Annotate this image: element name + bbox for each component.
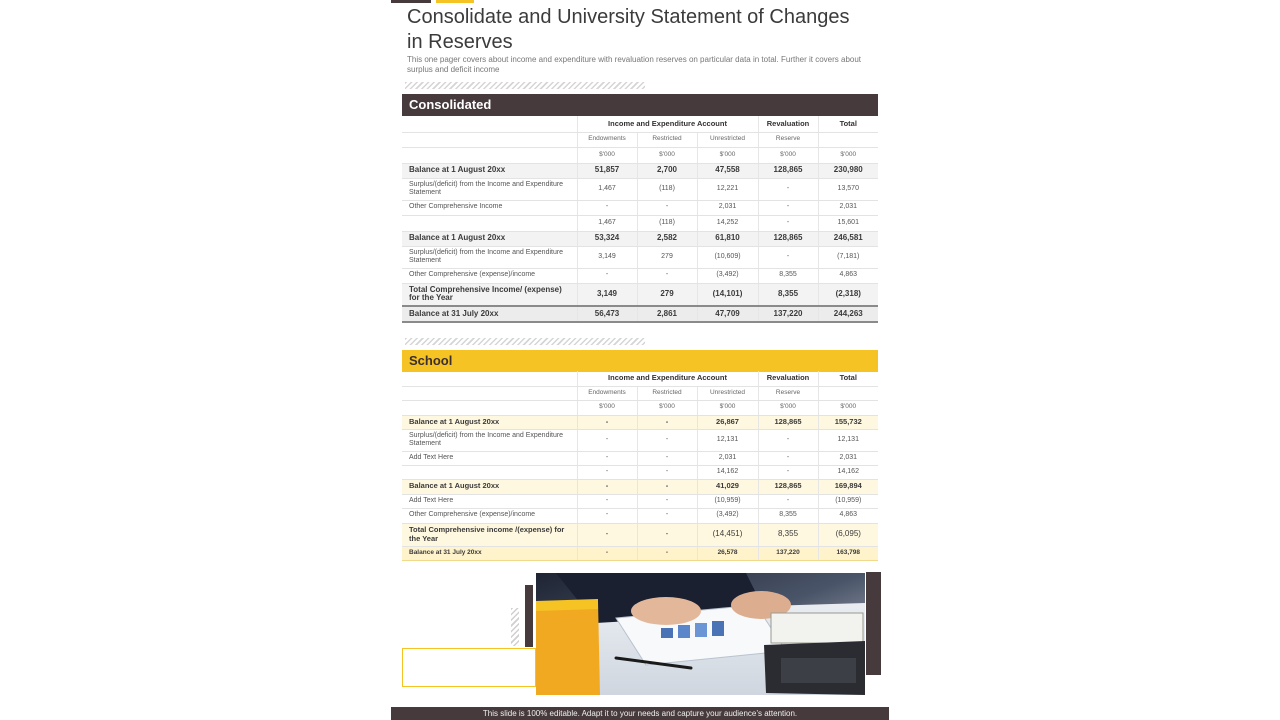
row-label: Other Comprehensive (expense)/income (402, 508, 577, 523)
tablet-bar (712, 621, 724, 636)
decor-yellow-frame (402, 648, 536, 687)
row-value: 2,031 (818, 200, 878, 215)
row-value: - (637, 546, 697, 560)
row-label: Total Comprehensive income /(expense) for the Year (402, 523, 577, 546)
decor-hatch-bar (511, 608, 519, 646)
footer-note: This slide is 100% editable. Adapt it to your needs and capture your audience’s attention. (391, 707, 889, 720)
row-value: 8,355 (758, 268, 818, 283)
business-photo (536, 573, 865, 695)
units-blank (402, 400, 577, 415)
row-label (402, 215, 577, 231)
subheader-blank (402, 386, 577, 400)
row-value: 137,220 (758, 306, 818, 322)
units-cell: $'000 (577, 147, 637, 163)
header-income-expenditure: Income and Expenditure Account (577, 371, 758, 386)
row-value: - (577, 429, 637, 451)
row-value: 2,582 (637, 231, 697, 246)
units-cell: $'000 (697, 400, 758, 415)
row-value: - (637, 451, 697, 465)
row-value: 2,031 (818, 451, 878, 465)
row-value: 61,810 (697, 231, 758, 246)
row-value: (10,959) (697, 494, 758, 508)
header-blank (402, 116, 577, 132)
row-label: Balance at 31 July 20xx (402, 306, 577, 322)
row-value: - (637, 200, 697, 215)
row-value: - (637, 429, 697, 451)
subheader-cell (818, 132, 878, 147)
table-row (402, 494, 878, 508)
consolidated-heading: Consolidated (402, 94, 878, 116)
row-value: 3,149 (577, 246, 637, 268)
row-value: - (758, 246, 818, 268)
row-value: 244,263 (818, 306, 878, 322)
coffee-cup-rim (536, 599, 598, 611)
subheader-cell: Reserve (758, 386, 818, 400)
tablet-bar (678, 625, 690, 638)
table-row (402, 246, 878, 268)
table-row (402, 178, 878, 200)
units-cell: $'000 (818, 400, 878, 415)
row-value: - (637, 415, 697, 429)
row-value: - (577, 479, 637, 494)
table-row (402, 283, 878, 306)
row-value: (14,451) (697, 523, 758, 546)
row-value: - (577, 268, 637, 283)
school-heading: School (402, 350, 878, 372)
decor-dark-side-bar (866, 572, 881, 675)
row-label: Add Text Here (402, 494, 577, 508)
row-value: (7,181) (818, 246, 878, 268)
table-units-row (402, 147, 878, 163)
row-label: Balance at 1 August 20xx (402, 415, 577, 429)
row-value: 279 (637, 283, 697, 306)
row-value: 1,467 (577, 215, 637, 231)
row-value: 128,865 (758, 415, 818, 429)
header-blank (402, 371, 577, 386)
row-label: Balance at 1 August 20xx (402, 163, 577, 178)
subheader-cell: Reserve (758, 132, 818, 147)
units-cell: $'000 (577, 400, 637, 415)
row-value: 14,252 (697, 215, 758, 231)
row-label: Surplus/(deficit) from the Income and Expenditure Statement (402, 178, 577, 200)
subheader-cell: Restricted (637, 386, 697, 400)
row-label: Surplus/(deficit) from the Income and Expenditure Statement (402, 429, 577, 451)
page-title: Consolidate and University Statement of Changes in Reserves (407, 6, 850, 53)
row-value: - (758, 429, 818, 451)
row-label: Balance at 1 August 20xx (402, 479, 577, 494)
units-cell: $'000 (697, 147, 758, 163)
row-value: 128,865 (758, 231, 818, 246)
row-value: (118) (637, 178, 697, 200)
row-value: 51,857 (577, 163, 637, 178)
row-value: (14,101) (697, 283, 758, 306)
notebook-icon (771, 613, 863, 643)
subheader-cell (818, 386, 878, 400)
row-value: - (577, 415, 637, 429)
table-units-row (402, 400, 878, 415)
row-value: - (758, 215, 818, 231)
tablet-bar (661, 628, 673, 638)
row-value: 56,473 (577, 306, 637, 322)
row-value: 246,581 (818, 231, 878, 246)
row-value: 1,467 (577, 178, 637, 200)
table-row (402, 163, 878, 178)
row-value: - (637, 465, 697, 479)
table-row (402, 268, 878, 283)
row-value: - (577, 200, 637, 215)
table-row (402, 546, 878, 560)
row-value: (2,318) (818, 283, 878, 306)
row-value: - (758, 451, 818, 465)
row-value: 12,131 (818, 429, 878, 451)
row-value: (3,492) (697, 268, 758, 283)
row-value: - (577, 523, 637, 546)
row-value: - (637, 479, 697, 494)
table-row (402, 479, 878, 494)
row-value: 8,355 (758, 283, 818, 306)
subheader-cell: Endowments (577, 132, 637, 147)
row-value: 41,029 (697, 479, 758, 494)
table-row (402, 231, 878, 246)
table-subheader-row (402, 386, 878, 400)
units-cell: $'000 (637, 147, 697, 163)
table-row (402, 465, 878, 479)
row-value: 47,558 (697, 163, 758, 178)
row-value: 2,031 (697, 451, 758, 465)
row-value: 2,031 (697, 200, 758, 215)
table-header-row (402, 371, 878, 386)
header-total: Total (818, 371, 878, 386)
header-revaluation: Revaluation (758, 116, 818, 132)
row-label: Total Comprehensive Income/ (expense) for the Year (402, 283, 577, 306)
row-value: 4,863 (818, 508, 878, 523)
row-value: 128,865 (758, 163, 818, 178)
units-cell: $'000 (758, 147, 818, 163)
row-label: Balance at 1 August 20xx (402, 231, 577, 246)
row-value: - (758, 494, 818, 508)
row-label: Other Comprehensive (expense)/income (402, 268, 577, 283)
row-value: - (637, 268, 697, 283)
units-cell: $'000 (758, 400, 818, 415)
table-row (402, 429, 878, 451)
header-total: Total (818, 116, 878, 132)
row-value: (118) (637, 215, 697, 231)
table-row (402, 415, 878, 429)
table-row (402, 508, 878, 523)
units-cell: $'000 (818, 147, 878, 163)
table-row (402, 451, 878, 465)
row-value: 137,220 (758, 546, 818, 560)
hatch-divider (405, 338, 645, 345)
row-value: 47,709 (697, 306, 758, 322)
table-row (402, 306, 878, 322)
row-label: Add Text Here (402, 451, 577, 465)
hatch-divider (405, 82, 645, 89)
row-value: 279 (637, 246, 697, 268)
row-value: - (758, 200, 818, 215)
row-value: 155,732 (818, 415, 878, 429)
table-subheader-row (402, 132, 878, 147)
row-value: 8,355 (758, 523, 818, 546)
calculator-keypad (781, 658, 856, 683)
row-value: 169,894 (818, 479, 878, 494)
school-table (402, 371, 878, 561)
consolidated-table (402, 116, 878, 323)
subheader-cell: Restricted (637, 132, 697, 147)
subheader-cell: Unrestricted (697, 132, 758, 147)
row-label (402, 465, 577, 479)
row-value: 26,867 (697, 415, 758, 429)
row-value: 14,162 (697, 465, 758, 479)
row-value: - (577, 494, 637, 508)
row-value: 15,601 (818, 215, 878, 231)
table-header-row (402, 116, 878, 132)
row-value: 163,798 (818, 546, 878, 560)
row-value: 8,355 (758, 508, 818, 523)
coffee-cup-icon (536, 601, 600, 695)
row-value: 230,980 (818, 163, 878, 178)
table-row (402, 523, 878, 546)
row-value: - (758, 465, 818, 479)
row-value: - (577, 465, 637, 479)
row-value: 128,865 (758, 479, 818, 494)
subheader-cell: Endowments (577, 386, 637, 400)
row-value: 3,149 (577, 283, 637, 306)
page-subtitle: This one pager covers about income and expenditure with revaluation reserves on particular data in total. Further it covers about surplus and deficit income (407, 55, 862, 74)
row-value: (10,959) (818, 494, 878, 508)
row-value: - (577, 451, 637, 465)
row-value: - (758, 178, 818, 200)
row-value: 12,131 (697, 429, 758, 451)
row-value: - (577, 546, 637, 560)
table-row (402, 215, 878, 231)
row-value: 26,578 (697, 546, 758, 560)
row-label: Surplus/(deficit) from the Income and Expenditure Statement (402, 246, 577, 268)
row-value: (6,095) (818, 523, 878, 546)
row-value: 2,700 (637, 163, 697, 178)
top-accent-bar-dark (391, 0, 431, 3)
row-value: 12,221 (697, 178, 758, 200)
hand-left (631, 597, 701, 625)
units-blank (402, 147, 577, 163)
row-value: (10,609) (697, 246, 758, 268)
row-value: 4,863 (818, 268, 878, 283)
row-value: - (577, 508, 637, 523)
row-value: - (637, 508, 697, 523)
row-value: 2,861 (637, 306, 697, 322)
top-accent-bar-yellow (436, 0, 474, 3)
row-value: 53,324 (577, 231, 637, 246)
decor-dark-bar (525, 585, 533, 647)
photo-illustration (536, 573, 865, 695)
header-revaluation: Revaluation (758, 371, 818, 386)
row-label: Other Comprehensive Income (402, 200, 577, 215)
row-value: 14,162 (818, 465, 878, 479)
units-cell: $'000 (637, 400, 697, 415)
row-label: Balance at 31 July 20xx (402, 546, 577, 560)
row-value: (3,492) (697, 508, 758, 523)
subheader-cell: Unrestricted (697, 386, 758, 400)
table-row (402, 200, 878, 215)
row-value: 13,570 (818, 178, 878, 200)
row-value: - (637, 523, 697, 546)
row-value: - (637, 494, 697, 508)
tablet-bar (695, 623, 707, 637)
subheader-blank (402, 132, 577, 147)
header-income-expenditure: Income and Expenditure Account (577, 116, 758, 132)
